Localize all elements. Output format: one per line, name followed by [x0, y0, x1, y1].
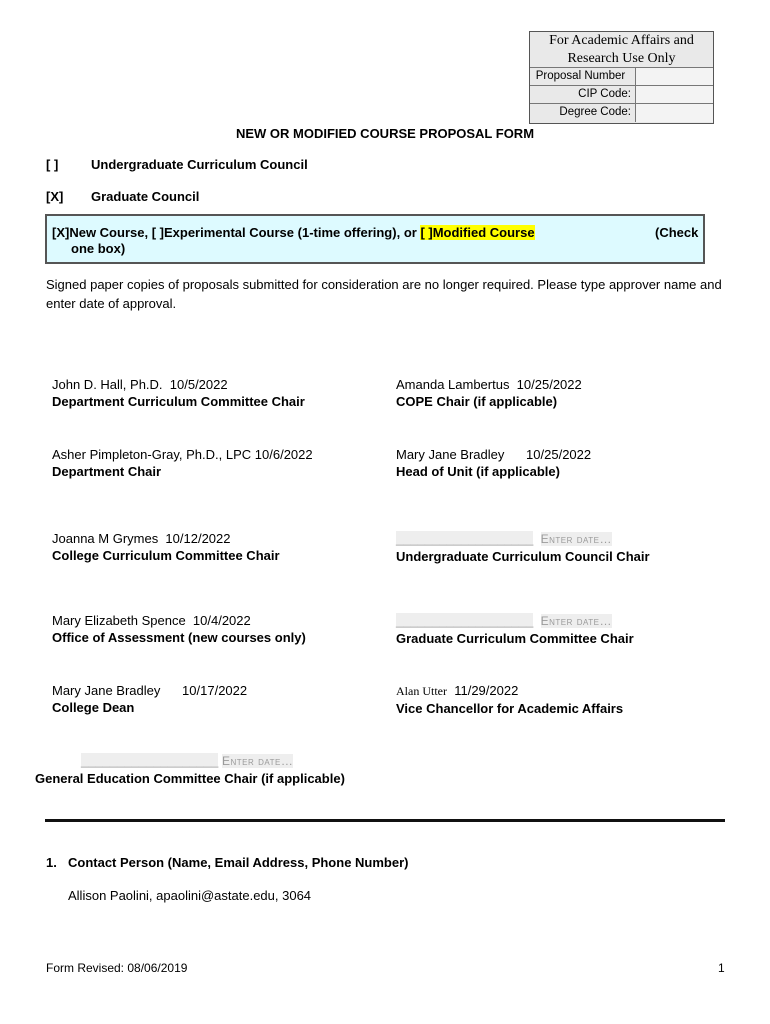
sig-assessment	[52, 612, 306, 646]
footer-form-revised: Form Revised: 08/06/2019	[46, 961, 188, 975]
check-instruction-line2: one box)	[71, 241, 126, 256]
use-row-degree-code	[530, 104, 713, 122]
sig-dept-curriculum-role: Department Curriculum Committee Chair	[52, 394, 305, 409]
sig-ucc-date-picker[interactable]: Enter date…	[540, 532, 612, 546]
sig-ucc-line	[396, 530, 650, 548]
cip-code-field[interactable]	[636, 86, 713, 103]
question-1-title	[46, 855, 408, 870]
sig-gcc-name-blank[interactable]: ___________________	[396, 613, 534, 628]
sig-vice-chancellor-role: Vice Chancellor for Academic Affairs	[396, 701, 624, 716]
section-divider	[45, 819, 725, 822]
sig-vice-chancellor-name[interactable]: Alan Utter	[396, 684, 447, 698]
sig-dept-chair-name[interactable]: Asher Pimpleton-Gray, Ph.D., LPC 10/6/2022	[52, 447, 313, 462]
question-1-answer[interactable]: Allison Paolini, apaolini@astate.edu, 3064	[68, 888, 312, 903]
sig-gen-ed-line	[35, 752, 365, 770]
sig-dept-chair-role: Department Chair	[52, 464, 162, 479]
sig-gcc	[396, 612, 634, 647]
use-box-title	[530, 32, 713, 68]
modified-course-option[interactable]: [ ]Modified Course	[420, 225, 535, 240]
sig-assessment-role: Office of Assessment (new courses only)	[52, 630, 306, 645]
sig-college-curriculum	[52, 530, 280, 564]
use-box-title-line2: Research Use Only	[567, 51, 676, 66]
approval-notice: Signed paper copies of proposals submitted for consideration are no longer required. Please type approver name and enter date of approval.	[46, 277, 722, 311]
sig-ucc	[396, 530, 650, 565]
sig-vice-chancellor-line	[396, 682, 623, 700]
council-undergraduate[interactable]	[46, 157, 308, 172]
sig-dean-name[interactable]: Mary Jane Bradley 10/17/2022	[52, 683, 248, 698]
sig-dept-chair	[52, 446, 313, 480]
sig-head-unit-role: Head of Unit (if applicable)	[396, 464, 560, 479]
sig-ucc-role: Undergraduate Curriculum Council Chair	[396, 549, 650, 564]
sig-gen-ed	[35, 752, 365, 787]
proposal-number-label: Proposal Number	[530, 68, 636, 85]
council-undergraduate-checkbox[interactable]: [ ]	[46, 157, 59, 172]
sig-gen-ed-name-blank[interactable]: ___________________	[81, 753, 219, 768]
sig-cope-role: COPE Chair (if applicable)	[396, 394, 558, 409]
sig-head-unit-name[interactable]: Mary Jane Bradley 10/25/2022	[396, 447, 592, 462]
use-row-proposal-number	[530, 68, 713, 86]
form-title: NEW OR MODIFIED COURSE PROPOSAL FORM	[235, 126, 535, 141]
council-graduate-checkbox[interactable]: [X]	[46, 189, 64, 204]
experimental-course-option[interactable]: [ ]Experimental Course (1-time offering),	[151, 225, 401, 240]
sig-gen-ed-role: General Education Committee Chair (if applicable)	[35, 771, 345, 786]
footer-page-number: 1	[718, 961, 725, 975]
sig-assessment-name[interactable]: Mary Elizabeth Spence 10/4/2022	[52, 613, 251, 628]
use-box-title-line1: For Academic Affairs and	[549, 33, 694, 48]
sig-gen-ed-date-picker[interactable]: Enter date…	[222, 754, 294, 768]
sig-college-curriculum-name[interactable]: Joanna M Grymes 10/12/2022	[52, 531, 231, 546]
sig-gcc-line	[396, 612, 634, 630]
proposal-number-field[interactable]	[636, 68, 713, 85]
or-text: or	[403, 225, 417, 240]
council-graduate-label: Graduate Council	[91, 189, 200, 204]
use-row-cip-code	[530, 86, 713, 104]
course-type-box	[45, 214, 705, 264]
sig-dean-role: College Dean	[52, 700, 135, 715]
academic-affairs-use-box	[529, 31, 714, 124]
cip-code-label: CIP Code:	[530, 86, 636, 103]
degree-code-label: Degree Code:	[530, 104, 636, 122]
check-instruction: (Check	[655, 225, 699, 240]
sig-gcc-date-picker[interactable]: Enter date…	[540, 614, 612, 628]
sig-gcc-role: Graduate Curriculum Committee Chair	[396, 631, 634, 646]
council-undergraduate-label: Undergraduate Curriculum Council	[91, 157, 308, 172]
sig-head-unit	[396, 446, 591, 480]
sig-dept-curriculum-name[interactable]: John D. Hall, Ph.D. 10/5/2022	[52, 377, 228, 392]
degree-code-field[interactable]	[636, 104, 713, 122]
sig-dean	[52, 682, 247, 716]
new-course-option[interactable]: [X]New Course,	[52, 225, 149, 240]
sig-vice-chancellor	[396, 682, 623, 717]
question-1-label: Contact Person (Name, Email Address, Phone Number)	[68, 855, 409, 870]
sig-ucc-name-blank[interactable]: ___________________	[396, 531, 534, 546]
sig-college-curriculum-role: College Curriculum Committee Chair	[52, 548, 280, 563]
sig-dept-curriculum	[52, 376, 305, 410]
sig-cope-name[interactable]: Amanda Lambertus 10/25/2022	[396, 377, 582, 392]
sig-cope	[396, 376, 582, 410]
question-1-number: 1.	[46, 855, 57, 870]
sig-vice-chancellor-date[interactable]: 11/29/2022	[454, 683, 519, 698]
council-graduate[interactable]	[46, 189, 199, 204]
